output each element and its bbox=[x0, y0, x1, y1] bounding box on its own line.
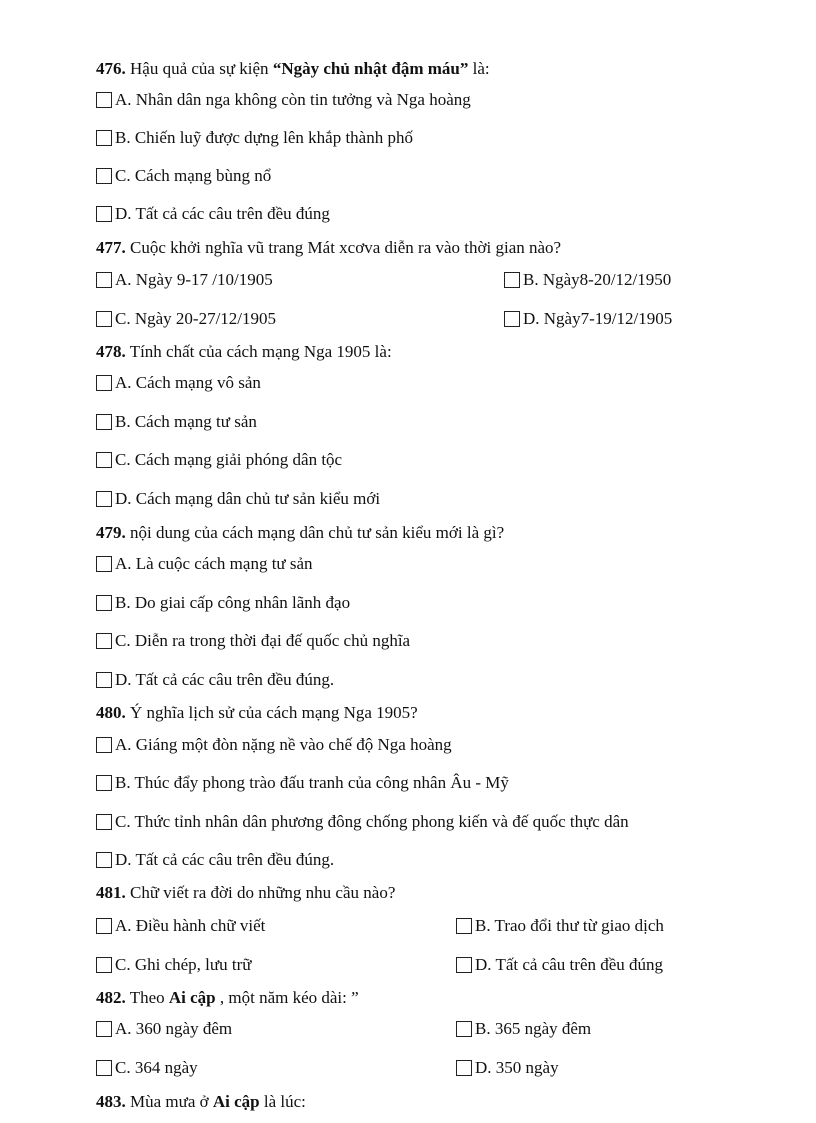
option-477-d[interactable]: D. Ngày7-19/12/1905 bbox=[504, 309, 672, 329]
option-480-d[interactable]: D. Tất cả các câu trên đều đúng. bbox=[96, 850, 334, 870]
checkbox[interactable] bbox=[96, 375, 112, 391]
option-479-d[interactable]: D. Tất cả các câu trên đều đúng. bbox=[96, 670, 334, 690]
checkbox[interactable] bbox=[96, 92, 112, 108]
option-480-c[interactable]: C. Thức tỉnh nhân dân phương đông chống phong kiến và đế quốc thực dân bbox=[96, 812, 629, 832]
option-476-b[interactable]: B. Chiến luỹ được dựng lên khắp thành phố bbox=[96, 128, 413, 148]
option-482-a[interactable]: A. 360 ngày đêm bbox=[96, 1019, 232, 1039]
option-478-b[interactable]: B. Cách mạng tư sản bbox=[96, 412, 257, 432]
question-number: 479. bbox=[96, 523, 126, 542]
question-number: 482. bbox=[96, 988, 126, 1007]
question-number: 483. bbox=[96, 1092, 126, 1111]
option-476-d[interactable]: D. Tất cả các câu trên đều đúng bbox=[96, 204, 330, 224]
option-478-d[interactable]: D. Cách mạng dân chủ tư sản kiểu mới bbox=[96, 489, 380, 509]
checkbox[interactable] bbox=[96, 672, 112, 688]
question-number: 480. bbox=[96, 703, 126, 722]
option-479-a[interactable]: A. Là cuộc cách mạng tư sản bbox=[96, 554, 313, 574]
checkbox[interactable] bbox=[96, 311, 112, 327]
option-479-b[interactable]: B. Do giai cấp công nhân lãnh đạo bbox=[96, 593, 350, 613]
question-482: 482. Theo Ai cập , một năm kéo dài: ” bbox=[96, 988, 359, 1007]
checkbox[interactable] bbox=[96, 168, 112, 184]
checkbox[interactable] bbox=[96, 556, 112, 572]
option-482-b[interactable]: B. 365 ngày đêm bbox=[456, 1019, 591, 1039]
checkbox[interactable] bbox=[456, 957, 472, 973]
checkbox[interactable] bbox=[96, 1060, 112, 1076]
checkbox[interactable] bbox=[96, 814, 112, 830]
checkbox[interactable] bbox=[96, 852, 112, 868]
option-478-a[interactable]: A. Cách mạng vô sản bbox=[96, 373, 261, 393]
question-479: 479. nội dung của cách mạng dân chủ tư sản kiểu mới là gì? bbox=[96, 523, 505, 542]
checkbox[interactable] bbox=[456, 1060, 472, 1076]
checkbox[interactable] bbox=[96, 272, 112, 288]
checkbox[interactable] bbox=[96, 491, 112, 507]
question-483: 483. Mùa mưa ở Ai cập là lúc: bbox=[96, 1092, 306, 1111]
checkbox[interactable] bbox=[96, 737, 112, 753]
option-476-a[interactable]: A. Nhân dân nga không còn tin tưởng và Nga hoàng bbox=[96, 90, 471, 110]
checkbox[interactable] bbox=[96, 1021, 112, 1037]
checkbox[interactable] bbox=[96, 957, 112, 973]
checkbox[interactable] bbox=[504, 311, 520, 327]
option-476-c[interactable]: C. Cách mạng bùng nổ bbox=[96, 166, 271, 186]
question-number: 481. bbox=[96, 883, 126, 902]
option-481-b[interactable]: B. Trao đổi thư từ giao dịch bbox=[456, 916, 664, 936]
question-481: 481. Chữ viết ra đời do những nhu cầu nào? bbox=[96, 883, 396, 902]
checkbox[interactable] bbox=[96, 130, 112, 146]
question-480: 480. Ý nghĩa lịch sử của cách mạng Nga 1905? bbox=[96, 703, 418, 722]
option-480-a[interactable]: A. Giáng một đòn nặng nề vào chế độ Nga hoàng bbox=[96, 735, 452, 755]
question-number: 476. bbox=[96, 59, 126, 78]
option-479-c[interactable]: C. Diễn ra trong thời đại đế quốc chủ nghĩa bbox=[96, 631, 410, 651]
checkbox[interactable] bbox=[96, 633, 112, 649]
checkbox[interactable] bbox=[96, 452, 112, 468]
checkbox[interactable] bbox=[96, 775, 112, 791]
checkbox[interactable] bbox=[456, 918, 472, 934]
checkbox[interactable] bbox=[504, 272, 520, 288]
option-482-d[interactable]: D. 350 ngày bbox=[456, 1058, 559, 1078]
option-482-c[interactable]: C. 364 ngày bbox=[96, 1058, 198, 1078]
checkbox[interactable] bbox=[96, 918, 112, 934]
option-477-b[interactable]: B. Ngày8-20/12/1950 bbox=[504, 270, 671, 290]
option-481-a[interactable]: A. Điều hành chữ viết bbox=[96, 916, 265, 936]
question-478: 478. Tính chất của cách mạng Nga 1905 là: bbox=[96, 342, 392, 361]
option-481-c[interactable]: C. Ghi chép, lưu trữ bbox=[96, 955, 251, 975]
checkbox[interactable] bbox=[96, 414, 112, 430]
checkbox[interactable] bbox=[456, 1021, 472, 1037]
option-481-d[interactable]: D. Tất cả câu trên đều đúng bbox=[456, 955, 663, 975]
option-480-b[interactable]: B. Thúc đẩy phong trào đấu tranh của công nhân Âu - Mỹ bbox=[96, 773, 509, 793]
option-478-c[interactable]: C. Cách mạng giải phóng dân tộc bbox=[96, 450, 342, 470]
checkbox[interactable] bbox=[96, 595, 112, 611]
question-number: 477. bbox=[96, 238, 126, 257]
checkbox[interactable] bbox=[96, 206, 112, 222]
question-number: 478. bbox=[96, 342, 126, 361]
question-476: 476. Hậu quả của sự kiện “Ngày chủ nhật đậm máu” là: bbox=[96, 59, 490, 78]
option-477-c[interactable]: C. Ngày 20-27/12/1905 bbox=[96, 309, 276, 329]
option-477-a[interactable]: A. Ngày 9-17 /10/1905 bbox=[96, 270, 273, 290]
question-477: 477. Cuộc khởi nghĩa vũ trang Mát xcơva diễn ra vào thời gian nào? bbox=[96, 238, 562, 257]
